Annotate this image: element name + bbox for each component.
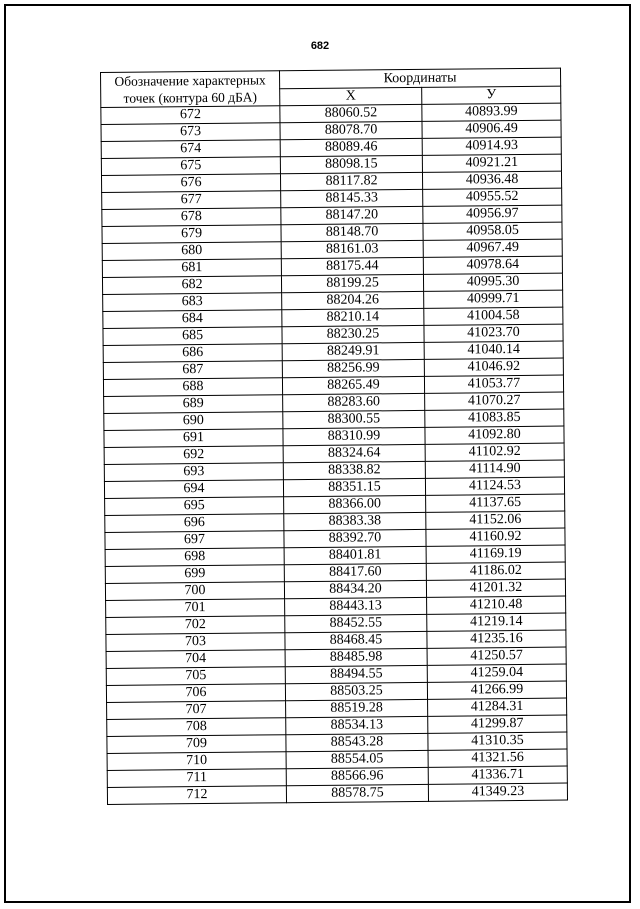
point-cell: 693 <box>104 463 283 482</box>
point-cell: 682 <box>102 276 281 295</box>
x-coordinate-cell: 88148.70 <box>281 223 423 241</box>
y-coordinate-cell: 41137.65 <box>426 494 565 512</box>
x-coordinate-cell: 88098.15 <box>280 155 422 173</box>
x-coordinate-cell: 88060.52 <box>280 104 422 122</box>
y-coordinate-cell: 41169.19 <box>426 545 565 563</box>
y-coordinate-cell: 40995.30 <box>423 273 562 291</box>
header-point-designation: Обозначение характерных точек (контура 60 дБА) <box>101 71 280 108</box>
point-cell: 712 <box>107 786 286 805</box>
point-cell: 691 <box>104 429 283 448</box>
y-coordinate-cell: 41053.77 <box>424 375 563 393</box>
point-cell: 673 <box>101 123 280 142</box>
y-coordinate-cell: 41349.23 <box>428 783 567 801</box>
point-cell: 678 <box>102 208 281 227</box>
point-cell: 680 <box>102 242 281 261</box>
point-cell: 689 <box>104 395 283 414</box>
point-cell: 692 <box>104 446 283 465</box>
x-coordinate-cell: 88199.25 <box>281 274 423 292</box>
y-coordinate-cell: 40921.21 <box>422 154 561 172</box>
point-cell: 711 <box>107 769 286 788</box>
point-cell: 694 <box>104 480 283 499</box>
y-coordinate-cell: 41299.87 <box>428 715 567 733</box>
y-coordinate-cell: 41160.92 <box>426 528 565 546</box>
x-coordinate-cell: 88145.33 <box>281 189 423 207</box>
point-cell: 708 <box>107 718 286 737</box>
y-coordinate-cell: 41102.92 <box>425 443 564 461</box>
x-coordinate-cell: 88338.82 <box>283 461 425 479</box>
header-y: У <box>422 86 561 104</box>
y-coordinate-cell: 41201.32 <box>426 579 565 597</box>
x-coordinate-cell: 88485.98 <box>285 648 427 666</box>
y-coordinate-cell: 41250.57 <box>427 647 566 665</box>
x-coordinate-cell: 88503.25 <box>285 682 427 700</box>
y-coordinate-cell: 40906.49 <box>422 120 561 138</box>
x-coordinate-cell: 88383.38 <box>284 512 426 530</box>
y-coordinate-cell: 41259.04 <box>427 664 566 682</box>
x-coordinate-cell: 88392.70 <box>284 529 426 547</box>
point-cell: 676 <box>101 174 280 193</box>
x-coordinate-cell: 88210.14 <box>282 308 424 326</box>
y-coordinate-cell: 41092.80 <box>425 426 564 444</box>
point-cell: 702 <box>106 616 285 635</box>
point-cell: 707 <box>107 701 286 720</box>
point-cell: 697 <box>105 531 284 550</box>
point-cell: 703 <box>106 633 285 652</box>
y-coordinate-cell: 41210.48 <box>427 596 566 614</box>
coordinates-table-container <box>100 68 567 805</box>
x-coordinate-cell: 88554.05 <box>286 750 428 768</box>
point-cell: 704 <box>106 650 285 669</box>
x-coordinate-cell: 88452.55 <box>285 614 427 632</box>
y-coordinate-cell: 41152.06 <box>426 511 565 529</box>
y-coordinate-cell: 41336.71 <box>428 766 567 784</box>
y-coordinate-cell: 40978.64 <box>423 256 562 274</box>
point-cell: 698 <box>105 548 284 567</box>
point-cell: 685 <box>103 327 282 346</box>
x-coordinate-cell: 88578.75 <box>286 784 428 802</box>
y-coordinate-cell: 40958.05 <box>423 222 562 240</box>
x-coordinate-cell: 88443.13 <box>285 597 427 615</box>
point-cell: 686 <box>103 344 282 363</box>
x-coordinate-cell: 88401.81 <box>284 546 426 564</box>
x-coordinate-cell: 88283.60 <box>283 393 425 411</box>
x-coordinate-cell: 88078.70 <box>280 121 422 139</box>
point-cell: 688 <box>103 378 282 397</box>
table-body <box>101 103 568 804</box>
x-coordinate-cell: 88519.28 <box>286 699 428 717</box>
y-coordinate-cell: 41083.85 <box>425 409 564 427</box>
y-coordinate-cell: 40936.48 <box>422 171 561 189</box>
y-coordinate-cell: 40956.97 <box>423 205 562 223</box>
y-coordinate-cell: 41023.70 <box>424 324 563 342</box>
point-cell: 674 <box>101 140 280 159</box>
y-coordinate-cell: 41046.92 <box>424 358 563 376</box>
y-coordinate-cell: 41186.02 <box>426 562 565 580</box>
point-cell: 687 <box>103 361 282 380</box>
point-cell: 700 <box>105 582 284 601</box>
x-coordinate-cell: 88351.15 <box>283 478 425 496</box>
x-coordinate-cell: 88161.03 <box>281 240 423 258</box>
y-coordinate-cell: 40914.93 <box>422 137 561 155</box>
y-coordinate-cell: 41219.14 <box>427 613 566 631</box>
x-coordinate-cell: 88265.49 <box>282 376 424 394</box>
y-coordinate-cell: 40999.71 <box>424 290 563 308</box>
x-coordinate-cell: 88534.13 <box>286 716 428 734</box>
point-cell: 706 <box>106 684 285 703</box>
x-coordinate-cell: 88147.20 <box>281 206 423 224</box>
x-coordinate-cell: 88417.60 <box>284 563 426 581</box>
y-coordinate-cell: 40955.52 <box>423 188 562 206</box>
x-coordinate-cell: 88543.28 <box>286 733 428 751</box>
point-cell: 710 <box>107 752 286 771</box>
y-coordinate-cell: 41004.58 <box>424 307 563 325</box>
x-coordinate-cell: 88117.82 <box>280 172 422 190</box>
y-coordinate-cell: 41124.53 <box>425 477 564 495</box>
point-cell: 672 <box>101 106 280 125</box>
point-cell: 705 <box>106 667 285 686</box>
y-coordinate-cell: 41321.56 <box>428 749 567 767</box>
y-coordinate-cell: 41235.16 <box>427 630 566 648</box>
x-coordinate-cell: 88366.00 <box>284 495 426 513</box>
point-cell: 677 <box>102 191 281 210</box>
x-coordinate-cell: 88204.26 <box>282 291 424 309</box>
y-coordinate-cell: 41070.27 <box>425 392 564 410</box>
point-cell: 684 <box>103 310 282 329</box>
x-coordinate-cell: 88324.64 <box>283 444 425 462</box>
x-coordinate-cell: 88249.91 <box>282 342 424 360</box>
x-coordinate-cell: 88230.25 <box>282 325 424 343</box>
point-cell: 699 <box>105 565 284 584</box>
y-coordinate-cell: 41040.14 <box>424 341 563 359</box>
point-cell: 709 <box>107 735 286 754</box>
x-coordinate-cell: 88468.45 <box>285 631 427 649</box>
point-cell: 701 <box>106 599 285 618</box>
x-coordinate-cell: 88566.96 <box>286 767 428 785</box>
x-coordinate-cell: 88494.55 <box>285 665 427 683</box>
point-cell: 675 <box>101 157 280 176</box>
point-cell: 683 <box>103 293 282 312</box>
y-coordinate-cell: 41310.35 <box>428 732 567 750</box>
header-x: Х <box>280 87 422 105</box>
x-coordinate-cell: 88300.55 <box>283 410 425 428</box>
y-coordinate-cell: 40893.99 <box>422 103 561 121</box>
y-coordinate-cell: 41114.90 <box>425 460 564 478</box>
point-cell: 696 <box>105 514 284 533</box>
point-cell: 679 <box>102 225 281 244</box>
y-coordinate-cell: 41266.99 <box>427 681 566 699</box>
y-coordinate-cell: 41284.31 <box>428 698 567 716</box>
x-coordinate-cell: 88310.99 <box>283 427 425 445</box>
point-cell: 695 <box>105 497 284 516</box>
point-cell: 690 <box>104 412 283 431</box>
header-coordinates: Координаты <box>279 68 560 89</box>
table-header <box>101 68 561 107</box>
x-coordinate-cell: 88089.46 <box>280 138 422 156</box>
x-coordinate-cell: 88434.20 <box>284 580 426 598</box>
x-coordinate-cell: 88256.99 <box>282 359 424 377</box>
page-number: 682 <box>310 40 330 52</box>
y-coordinate-cell: 40967.49 <box>423 239 562 257</box>
point-cell: 681 <box>102 259 281 278</box>
coordinates-table <box>100 68 568 805</box>
x-coordinate-cell: 88175.44 <box>281 257 423 275</box>
